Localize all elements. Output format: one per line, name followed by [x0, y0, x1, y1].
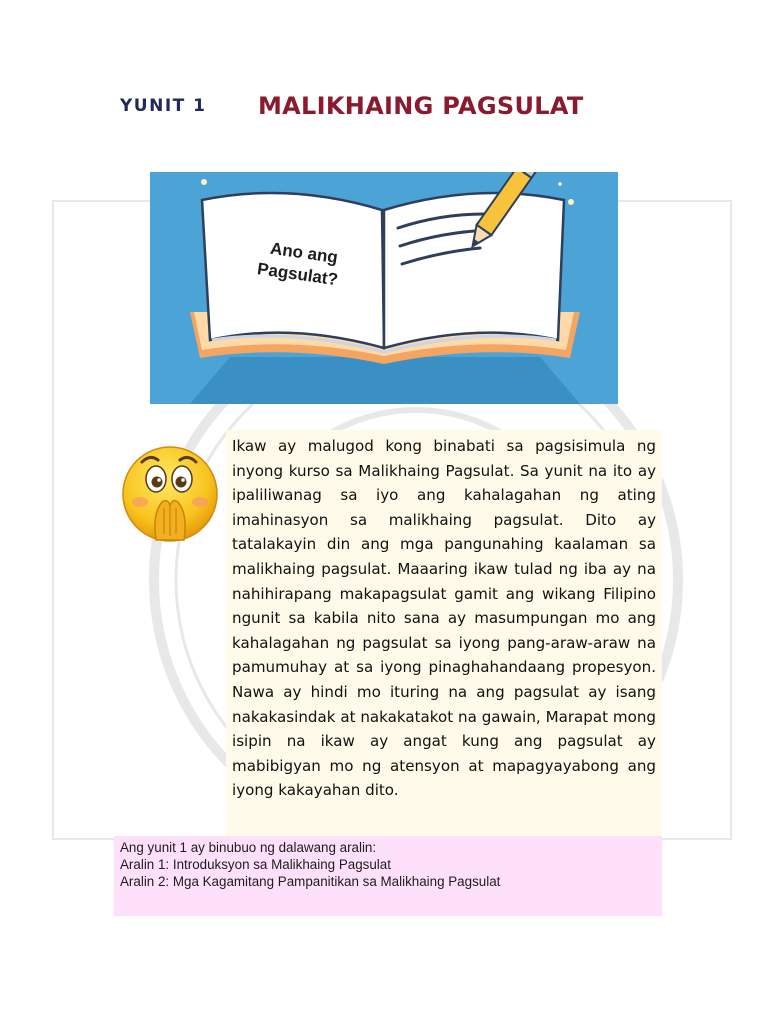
book-text-line1: Ano ang: [269, 238, 339, 268]
lesson-list-box: [114, 836, 662, 916]
page-title: MALIKHAING PAGSULAT: [258, 92, 584, 120]
intro-text-box: [226, 430, 662, 836]
lesson-item: Aralin 2: Mga Kagamitang Pampanitikan sa Malikhaing Pagsulat: [120, 874, 501, 890]
excited-face-emoji-icon: [118, 436, 222, 544]
open-book-illustration: [150, 172, 618, 404]
unit-label: YUNIT 1: [120, 96, 207, 116]
book-text-line2: Pagsulat?: [256, 259, 340, 290]
lesson-list-intro: Ang yunit 1 ay binubuo ng dalawang aralin:: [120, 840, 377, 855]
lesson-item: Aralin 1: Introduksyon sa Malikhaing Pagsulat: [120, 857, 391, 873]
intro-paragraph: Ikaw ay malugod kong binabati sa pagsisimula ng inyong kurso sa Malikhaing Pagsulat. Sa yunit na ito ay ipaliliwanag sa iyo ang kahalagahan ng ating imahinasyon sa malikhaing pagsulat. Dito ay tatalakayin din ang mga pangunahing kaalaman sa malikhaing pagsulat. Maaaring ikaw tulad ng iba ay na nahihirapang makapagsulat gamit ang wikang Filipino ngunit sa kabila nito sana ay masumpungan mo ang kahalagahan ng pagsulat sa iyong pang-araw-araw na pamumuhay at sa iyong pinaghahandaang propesyon. Nawa ay hindi mo ituring na ang pagsulat ay isang nakakasindak at nakakatakot na gawain, Marapat mong isipin na ikaw ay angat kung ang pagsulat ay mabibigyan mo ng atensyon at mapagyayabong ang iyong kakayahan dito.: [232, 437, 656, 800]
